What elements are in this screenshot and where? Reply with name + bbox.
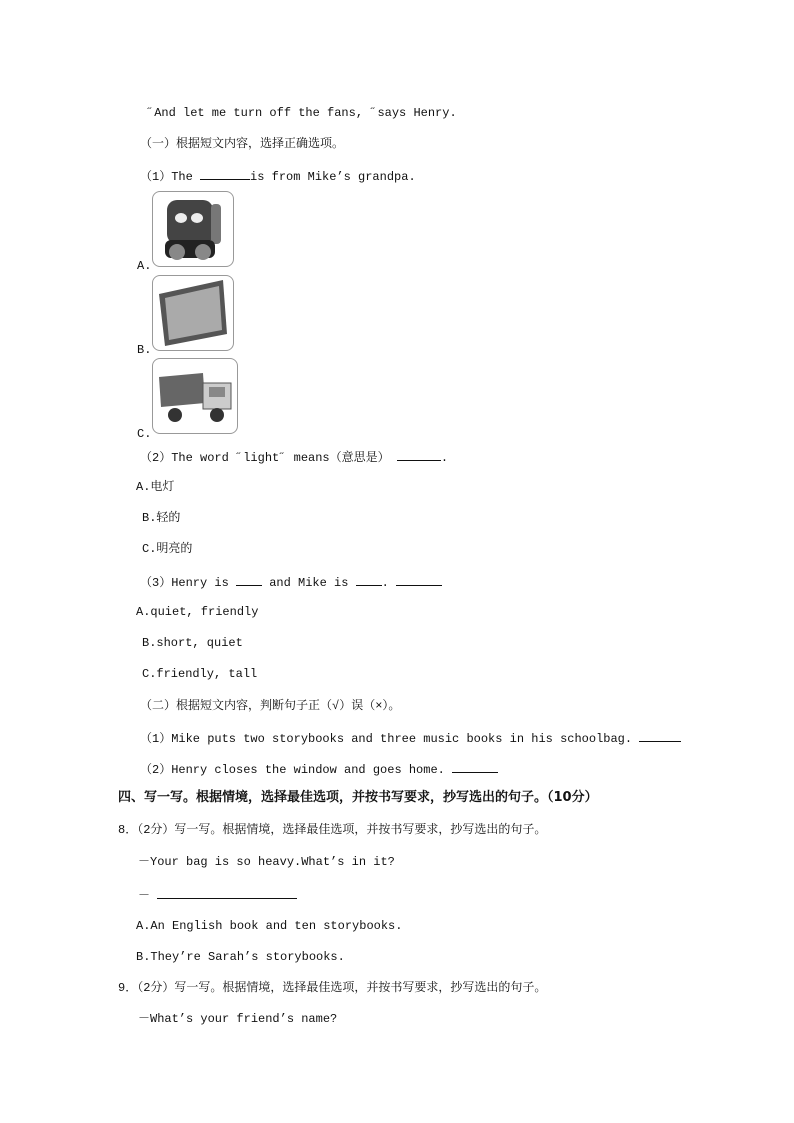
q3-part: and Mike is bbox=[262, 576, 356, 590]
q8-option-b: B.They’re Sarah’s storybooks. bbox=[136, 950, 345, 964]
q8-answer-line bbox=[138, 886, 297, 904]
part1-heading: （一）根据短文内容，选择正确选项。 bbox=[140, 137, 345, 151]
q8-option-a: A.An English book and ten storybooks. bbox=[136, 919, 403, 933]
tf-text: （2）Henry closes the window and goes home. bbox=[140, 763, 453, 777]
q3-option-c: C.friendly, tall bbox=[142, 667, 258, 681]
toy-truck-image bbox=[152, 358, 238, 434]
answer-blank[interactable] bbox=[236, 573, 262, 586]
option-a-label: A. bbox=[137, 259, 152, 273]
answer-blank[interactable] bbox=[396, 573, 442, 586]
tablet-image bbox=[152, 275, 234, 351]
q1-prefix: （1）The bbox=[140, 170, 201, 184]
q3-option-b: B.short, quiet bbox=[142, 636, 243, 650]
backpack-image bbox=[152, 191, 234, 267]
answer-blank[interactable] bbox=[639, 729, 681, 742]
section-4-heading: 四、写一写。根据情境，选择最佳选项，并按书写要求，抄写选出的句子。（10分） bbox=[118, 790, 598, 805]
passage-line: ˝And let me turn off the fans, ˝says Henry. bbox=[147, 106, 457, 120]
q8-prompt: －Your bag is so heavy.What’s in it? bbox=[138, 855, 395, 869]
tf-text: （1）Mike puts two storybooks and three music books in his schoolbag. bbox=[140, 732, 640, 746]
answer-blank[interactable] bbox=[157, 886, 297, 899]
q3-part: （3）Henry is bbox=[140, 576, 237, 590]
q3-part: . bbox=[381, 576, 397, 590]
question-3 bbox=[140, 573, 442, 591]
q2-option-a: A.电灯 bbox=[136, 480, 175, 494]
q2-end: . bbox=[440, 451, 449, 465]
q9-prompt: －What’s your friend’s name? bbox=[138, 1012, 338, 1026]
answer-blank[interactable] bbox=[397, 448, 441, 461]
part2-heading: （二）根据短文内容，判断句子正（√）误（×）。 bbox=[140, 699, 401, 713]
dash: － bbox=[138, 889, 151, 903]
tf-item-1 bbox=[140, 729, 681, 747]
q1-suffix: is from Mike’s grandpa. bbox=[250, 170, 416, 184]
option-c-label: C. bbox=[137, 427, 152, 441]
q2-text: （2）The word ˝light˝ means（意思是） bbox=[140, 451, 397, 465]
q8-title: 8．（2分）写一写。根据情境，选择最佳选项，并按书写要求，抄写选出的句子。 bbox=[118, 823, 547, 837]
tf-item-2 bbox=[140, 760, 498, 778]
q2-option-b: B.轻的 bbox=[142, 511, 181, 525]
answer-blank[interactable] bbox=[200, 167, 250, 180]
q9-title: 9．（2分）写一写。根据情境，选择最佳选项，并按书写要求，抄写选出的句子。 bbox=[118, 981, 547, 995]
answer-blank[interactable] bbox=[452, 760, 498, 773]
q3-option-a: A.quiet, friendly bbox=[136, 605, 259, 619]
answer-blank[interactable] bbox=[356, 573, 382, 586]
q2-option-c: C.明亮的 bbox=[142, 542, 193, 556]
question-1 bbox=[140, 167, 416, 185]
option-b-label: B. bbox=[137, 343, 152, 357]
question-2 bbox=[140, 448, 448, 466]
